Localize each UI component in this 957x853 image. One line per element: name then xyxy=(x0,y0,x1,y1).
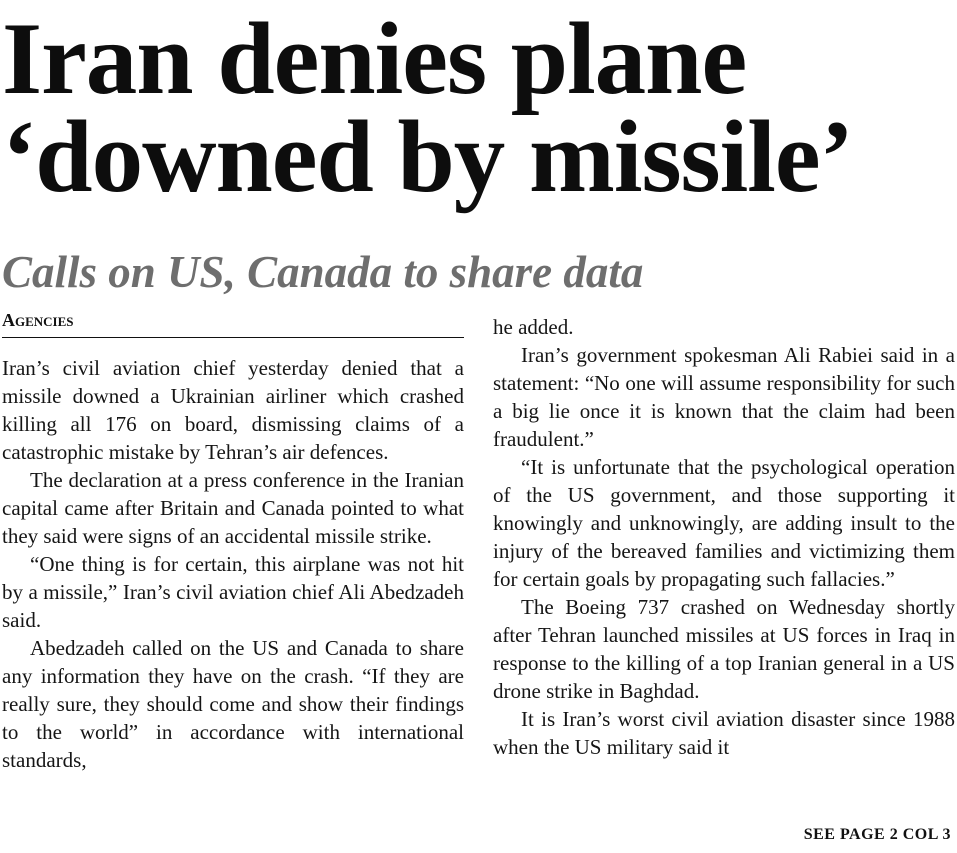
byline: Agencies xyxy=(2,309,464,338)
paragraph: It is Iran’s worst civil aviation disaster since 1988 when the US military said it xyxy=(493,707,955,759)
subheadline: Calls on US, Canada to share data xyxy=(2,247,644,297)
continued-reference: SEE PAGE 2 COL 3 xyxy=(803,826,951,843)
paragraph: “It is unfortunate that the psychological operation of the US government, and those supporting it knowingly and unknowingly, are adding insult to the injury of the bereaved families and victimizing them for certain goals by propagating such fallacies.” xyxy=(493,455,955,591)
headline-line-2: ‘downed by missile’ xyxy=(2,100,853,214)
article-column-left xyxy=(2,354,464,774)
headline xyxy=(2,2,952,214)
headline-line-1: Iran denies plane xyxy=(2,2,747,116)
paragraph: Iran’s civil aviation chief yesterday denied that a missile downed a Ukrainian airliner which crashed killing all 176 on board, dismissing claims of a catastrophic mistake by Tehran’s air defences. xyxy=(2,356,464,464)
paragraph: Iran’s government spokesman Ali Rabiei said in a statement: “No one will assume responsibility for such a big lie once it is known that the claim had been fraudulent.” xyxy=(493,343,955,451)
paragraph-continuation: he added. xyxy=(493,315,574,339)
paragraph: Abedzadeh called on the US and Canada to share any information they have on the crash. “If they are really sure, they should come and show their findings to the world” in accordance with international standards, xyxy=(2,636,464,772)
paragraph: “One thing is for certain, this airplane was not hit by a missile,” Iran’s civil aviation chief Ali Abedzadeh said. xyxy=(2,552,464,632)
article-column-right xyxy=(493,313,955,761)
paragraph: The declaration at a press conference in the Iranian capital came after Britain and Canada pointed to what they said were signs of an accidental missile strike. xyxy=(2,468,464,548)
paragraph: The Boeing 737 crashed on Wednesday shortly after Tehran launched missiles at US forces in Iraq in response to the killing of a top Iranian general in a US drone strike in Baghdad. xyxy=(493,595,955,703)
